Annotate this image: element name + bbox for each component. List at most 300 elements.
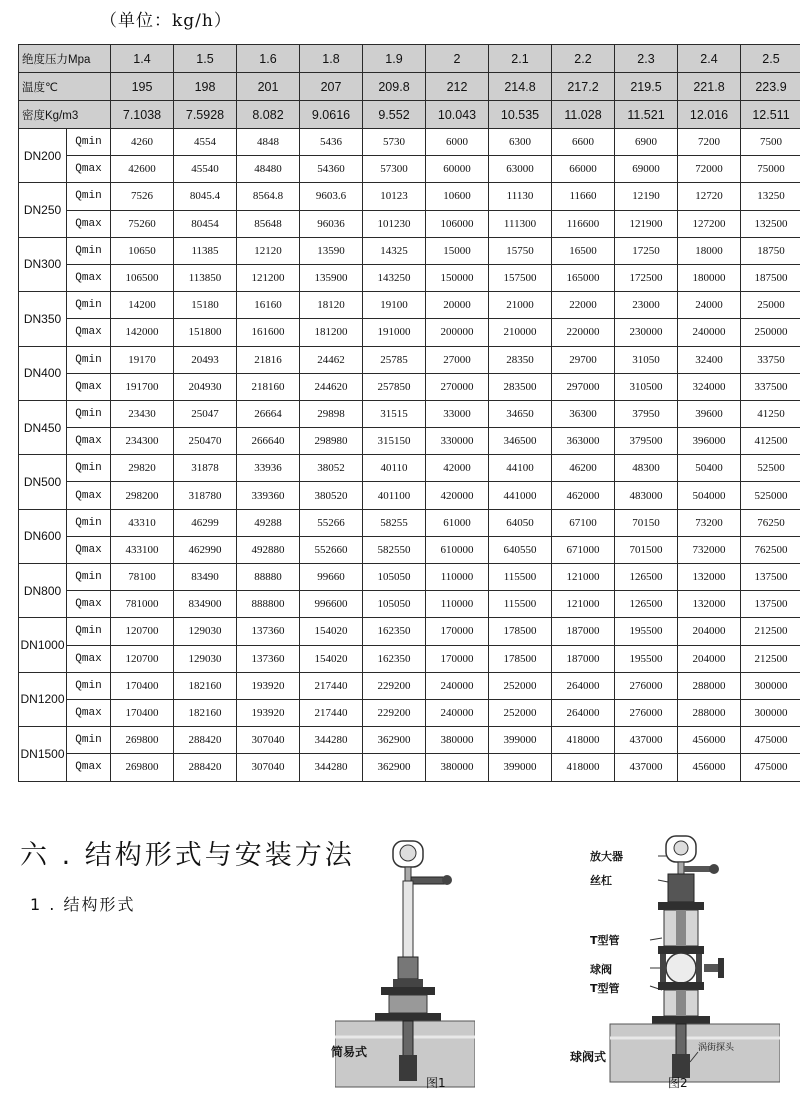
- qmin-value-cell: 49288: [237, 509, 300, 536]
- flow-range-table: [18, 44, 800, 782]
- qmax-label-cell: Qmax: [67, 482, 111, 509]
- header-cell: 11.521: [615, 101, 678, 129]
- qmax-value-cell: 121200: [237, 264, 300, 291]
- qmin-value-cell: 25047: [174, 400, 237, 427]
- table-row: [19, 373, 800, 400]
- qmin-value-cell: 73200: [678, 509, 741, 536]
- qmin-value-cell: 46299: [174, 509, 237, 536]
- qmin-label-cell: Qmin: [67, 727, 111, 754]
- qmin-value-cell: 15180: [174, 292, 237, 319]
- header-cell: 2.2: [552, 45, 615, 73]
- qmin-value-cell: 178500: [489, 618, 552, 645]
- header-cell: 11.028: [552, 101, 615, 129]
- callout-tee-upper: T型管: [590, 934, 620, 947]
- table-row: [19, 264, 800, 291]
- qmax-value-cell: 150000: [426, 264, 489, 291]
- qmax-value-cell: 671000: [552, 536, 615, 563]
- dn-size-cell: DN200: [19, 129, 67, 183]
- qmin-value-cell: 204000: [678, 618, 741, 645]
- qmin-value-cell: 5730: [363, 129, 426, 156]
- qmax-value-cell: 283500: [489, 373, 552, 400]
- qmax-value-cell: 200000: [426, 319, 489, 346]
- qmin-value-cell: 29820: [111, 455, 174, 482]
- figure1-caption: 图1: [426, 1076, 446, 1090]
- dn-size-cell: DN300: [19, 237, 67, 291]
- qmax-value-cell: 380520: [300, 482, 363, 509]
- header-cell: 1.8: [300, 45, 363, 73]
- qmax-value-cell: 106500: [111, 264, 174, 291]
- qmin-value-cell: 13590: [300, 237, 363, 264]
- qmin-value-cell: 162350: [363, 618, 426, 645]
- qmin-value-cell: 83490: [174, 564, 237, 591]
- section-title: 六 . 结构形式与安装方法: [20, 840, 355, 871]
- qmin-value-cell: 50400: [678, 455, 741, 482]
- qmax-value-cell: 288420: [174, 754, 237, 781]
- qmin-value-cell: 11385: [174, 237, 237, 264]
- qmin-value-cell: 6600: [552, 129, 615, 156]
- qmax-value-cell: 240000: [426, 699, 489, 726]
- dn-size-cell: DN600: [19, 509, 67, 563]
- header-cell: 1.9: [363, 45, 426, 73]
- qmax-value-cell: 111300: [489, 210, 552, 237]
- header-cell: 1.5: [174, 45, 237, 73]
- qmin-value-cell: 11130: [489, 183, 552, 210]
- qmax-value-cell: 379500: [615, 428, 678, 455]
- table-row: [19, 645, 800, 672]
- table-row: [19, 210, 800, 237]
- qmin-value-cell: 29898: [300, 400, 363, 427]
- qmin-label-cell: Qmin: [67, 672, 111, 699]
- qmax-value-cell: 344280: [300, 754, 363, 781]
- qmax-value-cell: 161600: [237, 319, 300, 346]
- qmin-label-cell: Qmin: [67, 346, 111, 373]
- header-row: [19, 73, 800, 101]
- qmin-value-cell: 17250: [615, 237, 678, 264]
- qmin-value-cell: 121000: [552, 564, 615, 591]
- qmax-label-cell: Qmax: [67, 428, 111, 455]
- qmax-label-cell: Qmax: [67, 754, 111, 781]
- qmax-value-cell: 229200: [363, 699, 426, 726]
- qmax-value-cell: 127200: [678, 210, 741, 237]
- header-cell: 2.1: [489, 45, 552, 73]
- qmax-value-cell: 781000: [111, 591, 174, 618]
- qmax-value-cell: 151800: [174, 319, 237, 346]
- qmax-value-cell: 212500: [741, 645, 800, 672]
- qmin-value-cell: 28350: [489, 346, 552, 373]
- qmax-label-cell: Qmax: [67, 699, 111, 726]
- qmax-value-cell: 396000: [678, 428, 741, 455]
- qmax-value-cell: 462000: [552, 482, 615, 509]
- qmax-value-cell: 195500: [615, 645, 678, 672]
- qmin-value-cell: 229200: [363, 672, 426, 699]
- table-row: [19, 319, 800, 346]
- qmin-value-cell: 76250: [741, 509, 800, 536]
- qmin-value-cell: 46200: [552, 455, 615, 482]
- qmax-value-cell: 298980: [300, 428, 363, 455]
- qmin-value-cell: 18750: [741, 237, 800, 264]
- callout-screw: 丝杠: [590, 874, 612, 887]
- qmax-value-cell: 178500: [489, 645, 552, 672]
- qmin-value-cell: 11660: [552, 183, 615, 210]
- qmin-value-cell: 132000: [678, 564, 741, 591]
- table-row: [19, 727, 800, 754]
- header-cell: 207: [300, 73, 363, 101]
- qmin-value-cell: 187000: [552, 618, 615, 645]
- table-row: [19, 400, 800, 427]
- table-row: [19, 237, 800, 264]
- qmax-value-cell: 504000: [678, 482, 741, 509]
- qmin-value-cell: 15750: [489, 237, 552, 264]
- qmax-value-cell: 132000: [678, 591, 741, 618]
- table-row: [19, 292, 800, 319]
- qmax-value-cell: 762500: [741, 536, 800, 563]
- qmax-value-cell: 492880: [237, 536, 300, 563]
- qmin-label-cell: Qmin: [67, 509, 111, 536]
- dn-size-cell: DN1200: [19, 672, 67, 726]
- qmax-value-cell: 441000: [489, 482, 552, 509]
- qmin-value-cell: 300000: [741, 672, 800, 699]
- figure-2: [570, 830, 780, 1090]
- qmax-value-cell: 640550: [489, 536, 552, 563]
- qmax-value-cell: 399000: [489, 754, 552, 781]
- qmin-value-cell: 37950: [615, 400, 678, 427]
- qmin-value-cell: 21816: [237, 346, 300, 373]
- callout-amplifier: 放大器: [590, 850, 623, 863]
- qmax-value-cell: 288000: [678, 699, 741, 726]
- qmax-value-cell: 72000: [678, 156, 741, 183]
- qmax-value-cell: 121900: [615, 210, 678, 237]
- table-row: [19, 455, 800, 482]
- qmax-value-cell: 318780: [174, 482, 237, 509]
- qmax-value-cell: 244620: [300, 373, 363, 400]
- qmin-value-cell: 24462: [300, 346, 363, 373]
- qmax-value-cell: 363000: [552, 428, 615, 455]
- qmax-value-cell: 525000: [741, 482, 800, 509]
- qmax-value-cell: 234300: [111, 428, 174, 455]
- qmax-value-cell: 401100: [363, 482, 426, 509]
- table-row: [19, 509, 800, 536]
- qmax-value-cell: 240000: [678, 319, 741, 346]
- qmin-value-cell: 437000: [615, 727, 678, 754]
- qmin-value-cell: 12720: [678, 183, 741, 210]
- qmax-label-cell: Qmax: [67, 373, 111, 400]
- qmin-value-cell: 23430: [111, 400, 174, 427]
- header-cell: 195: [111, 73, 174, 101]
- qmin-value-cell: 52500: [741, 455, 800, 482]
- qmin-label-cell: Qmin: [67, 564, 111, 591]
- figure2-type-label: 球阀式: [570, 1050, 607, 1064]
- header-cell: 2.3: [615, 45, 678, 73]
- qmin-value-cell: 380000: [426, 727, 489, 754]
- figure2-caption: 图2: [668, 1076, 688, 1090]
- qmax-value-cell: 324000: [678, 373, 741, 400]
- header-cell: 1.6: [237, 45, 300, 73]
- qmin-value-cell: 78100: [111, 564, 174, 591]
- qmin-value-cell: 43310: [111, 509, 174, 536]
- qmin-value-cell: 212500: [741, 618, 800, 645]
- qmin-value-cell: 6000: [426, 129, 489, 156]
- qmin-value-cell: 475000: [741, 727, 800, 754]
- callout-tee-lower: T型管: [590, 982, 620, 995]
- dn-size-cell: DN800: [19, 564, 67, 618]
- qmin-value-cell: 182160: [174, 672, 237, 699]
- qmin-value-cell: 18120: [300, 292, 363, 319]
- qmax-value-cell: 85648: [237, 210, 300, 237]
- qmax-value-cell: 339360: [237, 482, 300, 509]
- qmax-value-cell: 266640: [237, 428, 300, 455]
- qmin-value-cell: 10600: [426, 183, 489, 210]
- qmin-label-cell: Qmin: [67, 129, 111, 156]
- qmax-value-cell: 462990: [174, 536, 237, 563]
- qmin-value-cell: 10123: [363, 183, 426, 210]
- qmin-value-cell: 99660: [300, 564, 363, 591]
- header-cell: 209.8: [363, 73, 426, 101]
- qmax-value-cell: 110000: [426, 591, 489, 618]
- qmin-value-cell: 418000: [552, 727, 615, 754]
- qmax-value-cell: 418000: [552, 754, 615, 781]
- header-label: 密度Kg/m3: [19, 101, 111, 129]
- callout-ball-valve: 球阀: [590, 963, 612, 976]
- qmin-value-cell: 39600: [678, 400, 741, 427]
- qmax-value-cell: 996600: [300, 591, 363, 618]
- qmax-value-cell: 204930: [174, 373, 237, 400]
- qmin-value-cell: 8045.4: [174, 183, 237, 210]
- header-row: [19, 101, 800, 129]
- qmin-value-cell: 36300: [552, 400, 615, 427]
- qmin-value-cell: 18000: [678, 237, 741, 264]
- qmax-value-cell: 220000: [552, 319, 615, 346]
- figure-1: [331, 825, 475, 1095]
- qmin-value-cell: 456000: [678, 727, 741, 754]
- qmax-value-cell: 250470: [174, 428, 237, 455]
- qmin-value-cell: 9603.6: [300, 183, 363, 210]
- qmax-value-cell: 362900: [363, 754, 426, 781]
- qmax-value-cell: 380000: [426, 754, 489, 781]
- qmax-value-cell: 307040: [237, 754, 300, 781]
- qmax-value-cell: 101230: [363, 210, 426, 237]
- qmin-value-cell: 105050: [363, 564, 426, 591]
- qmin-value-cell: 6900: [615, 129, 678, 156]
- qmin-value-cell: 13250: [741, 183, 800, 210]
- qmax-value-cell: 66000: [552, 156, 615, 183]
- qmin-value-cell: 29700: [552, 346, 615, 373]
- qmin-value-cell: 24000: [678, 292, 741, 319]
- table-row: [19, 672, 800, 699]
- table-row: [19, 591, 800, 618]
- qmax-value-cell: 218160: [237, 373, 300, 400]
- qmax-label-cell: Qmax: [67, 645, 111, 672]
- qmax-value-cell: 75000: [741, 156, 800, 183]
- qmin-value-cell: 7500: [741, 129, 800, 156]
- qmax-value-cell: 172500: [615, 264, 678, 291]
- qmin-label-cell: Qmin: [67, 183, 111, 210]
- qmin-value-cell: 170400: [111, 672, 174, 699]
- table-row: [19, 156, 800, 183]
- figure1-type-label: 简易式: [331, 1045, 368, 1059]
- qmax-value-cell: 701500: [615, 536, 678, 563]
- qmax-value-cell: 42600: [111, 156, 174, 183]
- qmax-value-cell: 45540: [174, 156, 237, 183]
- header-cell: 12.511: [741, 101, 800, 129]
- qmin-value-cell: 20000: [426, 292, 489, 319]
- qmax-value-cell: 154020: [300, 645, 363, 672]
- qmin-value-cell: 115500: [489, 564, 552, 591]
- qmax-value-cell: 475000: [741, 754, 800, 781]
- qmax-value-cell: 433100: [111, 536, 174, 563]
- dn-size-cell: DN1500: [19, 727, 67, 781]
- qmin-label-cell: Qmin: [67, 455, 111, 482]
- qmin-value-cell: 67100: [552, 509, 615, 536]
- qmin-value-cell: 12190: [615, 183, 678, 210]
- qmin-value-cell: 154020: [300, 618, 363, 645]
- header-cell: 9.0616: [300, 101, 363, 129]
- qmax-value-cell: 420000: [426, 482, 489, 509]
- header-cell: 217.2: [552, 73, 615, 101]
- qmin-value-cell: 31878: [174, 455, 237, 482]
- qmin-label-cell: Qmin: [67, 237, 111, 264]
- qmax-value-cell: 121000: [552, 591, 615, 618]
- table-row: [19, 346, 800, 373]
- qmin-value-cell: 5436: [300, 129, 363, 156]
- qmin-value-cell: 64050: [489, 509, 552, 536]
- table-row: [19, 618, 800, 645]
- qmin-value-cell: 55266: [300, 509, 363, 536]
- qmin-value-cell: 38052: [300, 455, 363, 482]
- qmin-value-cell: 58255: [363, 509, 426, 536]
- qmin-value-cell: 33936: [237, 455, 300, 482]
- qmax-value-cell: 230000: [615, 319, 678, 346]
- qmax-value-cell: 257850: [363, 373, 426, 400]
- qmin-value-cell: 276000: [615, 672, 678, 699]
- header-label: 绝度压力Mpa: [19, 45, 111, 73]
- header-cell: 9.552: [363, 101, 426, 129]
- qmax-value-cell: 60000: [426, 156, 489, 183]
- qmin-value-cell: 19170: [111, 346, 174, 373]
- qmax-value-cell: 75260: [111, 210, 174, 237]
- qmax-label-cell: Qmax: [67, 210, 111, 237]
- dn-size-cell: DN350: [19, 292, 67, 346]
- qmax-value-cell: 96036: [300, 210, 363, 237]
- qmin-value-cell: 110000: [426, 564, 489, 591]
- qmax-value-cell: 610000: [426, 536, 489, 563]
- qmin-value-cell: 8564.8: [237, 183, 300, 210]
- qmax-value-cell: 276000: [615, 699, 678, 726]
- qmax-value-cell: 132500: [741, 210, 800, 237]
- dn-size-cell: DN400: [19, 346, 67, 400]
- qmin-value-cell: 88880: [237, 564, 300, 591]
- qmax-value-cell: 264000: [552, 699, 615, 726]
- qmin-value-cell: 33000: [426, 400, 489, 427]
- qmin-value-cell: 4554: [174, 129, 237, 156]
- qmax-value-cell: 57300: [363, 156, 426, 183]
- qmax-value-cell: 54360: [300, 156, 363, 183]
- qmax-value-cell: 80454: [174, 210, 237, 237]
- header-cell: 12.016: [678, 101, 741, 129]
- qmax-value-cell: 483000: [615, 482, 678, 509]
- qmax-value-cell: 250000: [741, 319, 800, 346]
- qmin-value-cell: 70150: [615, 509, 678, 536]
- qmax-label-cell: Qmax: [67, 536, 111, 563]
- dn-size-cell: DN1000: [19, 618, 67, 672]
- header-label: 温度℃: [19, 73, 111, 101]
- qmax-value-cell: 142000: [111, 319, 174, 346]
- qmax-value-cell: 113850: [174, 264, 237, 291]
- qmin-value-cell: 48300: [615, 455, 678, 482]
- unit-note: （单位：kg/h）: [100, 11, 232, 31]
- qmax-value-cell: 170000: [426, 645, 489, 672]
- qmin-label-cell: Qmin: [67, 292, 111, 319]
- qmin-value-cell: 7526: [111, 183, 174, 210]
- qmin-value-cell: 27000: [426, 346, 489, 373]
- qmax-value-cell: 181200: [300, 319, 363, 346]
- qmax-value-cell: 182160: [174, 699, 237, 726]
- qmin-value-cell: 264000: [552, 672, 615, 699]
- qmin-value-cell: 26664: [237, 400, 300, 427]
- header-cell: 212: [426, 73, 489, 101]
- qmin-value-cell: 21000: [489, 292, 552, 319]
- qmax-label-cell: Qmax: [67, 264, 111, 291]
- qmin-value-cell: 25000: [741, 292, 800, 319]
- qmin-value-cell: 288000: [678, 672, 741, 699]
- qmax-value-cell: 129030: [174, 645, 237, 672]
- qmax-value-cell: 582550: [363, 536, 426, 563]
- qmin-value-cell: 288420: [174, 727, 237, 754]
- qmin-value-cell: 4260: [111, 129, 174, 156]
- header-cell: 2: [426, 45, 489, 73]
- qmax-value-cell: 193920: [237, 699, 300, 726]
- qmin-value-cell: 40110: [363, 455, 426, 482]
- header-cell: 10.535: [489, 101, 552, 129]
- qmax-value-cell: 48480: [237, 156, 300, 183]
- section-subtitle: 1 . 结构形式: [30, 895, 136, 914]
- qmin-value-cell: 34650: [489, 400, 552, 427]
- dn-size-cell: DN450: [19, 400, 67, 454]
- qmax-value-cell: 269800: [111, 754, 174, 781]
- header-cell: 7.1038: [111, 101, 174, 129]
- header-cell: 201: [237, 73, 300, 101]
- qmin-value-cell: 307040: [237, 727, 300, 754]
- table-row: [19, 754, 800, 781]
- qmax-value-cell: 252000: [489, 699, 552, 726]
- qmax-value-cell: 116600: [552, 210, 615, 237]
- qmin-value-cell: 42000: [426, 455, 489, 482]
- qmin-value-cell: 362900: [363, 727, 426, 754]
- table-row: [19, 129, 800, 156]
- qmax-label-cell: Qmax: [67, 591, 111, 618]
- qmax-value-cell: 337500: [741, 373, 800, 400]
- qmin-value-cell: 120700: [111, 618, 174, 645]
- qmin-value-cell: 12120: [237, 237, 300, 264]
- qmax-value-cell: 187000: [552, 645, 615, 672]
- qmin-value-cell: 269800: [111, 727, 174, 754]
- qmax-value-cell: 412500: [741, 428, 800, 455]
- qmin-value-cell: 33750: [741, 346, 800, 373]
- ball-valve-type-diagram: [600, 830, 780, 1090]
- qmax-value-cell: 165000: [552, 264, 615, 291]
- qmax-value-cell: 310500: [615, 373, 678, 400]
- qmin-value-cell: 344280: [300, 727, 363, 754]
- qmin-value-cell: 399000: [489, 727, 552, 754]
- qmax-label-cell: Qmax: [67, 156, 111, 183]
- qmin-value-cell: 19100: [363, 292, 426, 319]
- qmin-label-cell: Qmin: [67, 400, 111, 427]
- qmin-value-cell: 14325: [363, 237, 426, 264]
- qmin-value-cell: 16160: [237, 292, 300, 319]
- qmin-value-cell: 22000: [552, 292, 615, 319]
- header-cell: 7.5928: [174, 101, 237, 129]
- qmax-value-cell: 162350: [363, 645, 426, 672]
- header-cell: 223.9: [741, 73, 800, 101]
